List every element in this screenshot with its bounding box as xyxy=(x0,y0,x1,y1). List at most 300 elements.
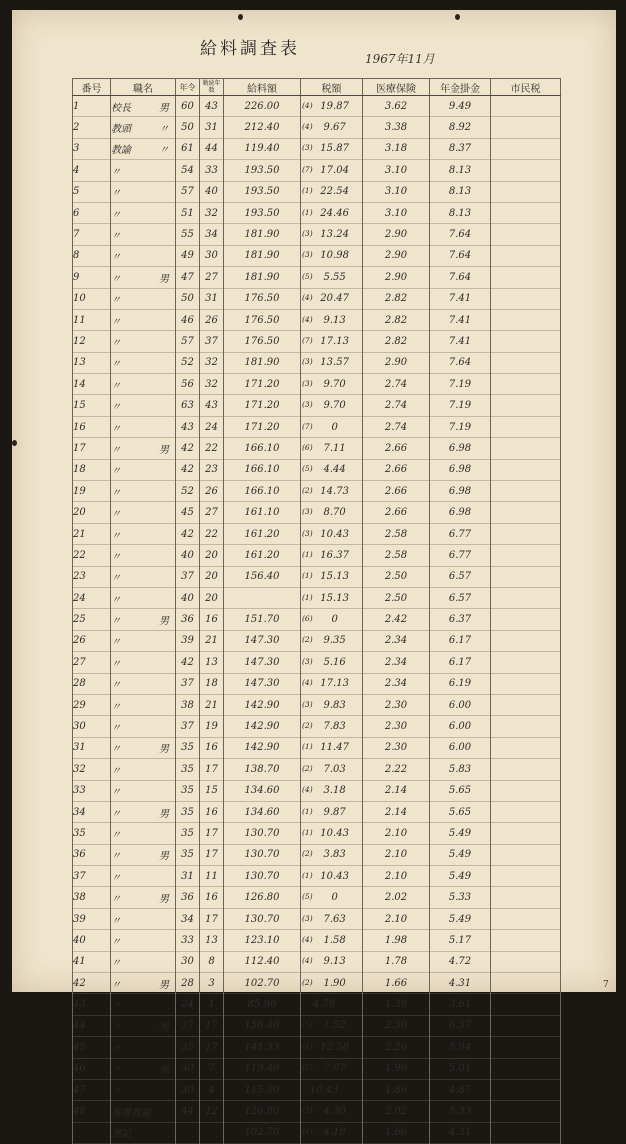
row-title xyxy=(111,801,176,822)
row-pension: 6.98 xyxy=(430,438,491,459)
row-medical: 2.14 xyxy=(363,780,430,801)
row-age: 55 xyxy=(176,224,200,245)
header-salary: 給料額 xyxy=(224,79,301,96)
row-salary: 166.10 xyxy=(224,481,301,502)
row-number: 18 xyxy=(73,459,111,480)
table-row xyxy=(73,288,561,309)
row-tax xyxy=(301,973,363,994)
table-row xyxy=(73,652,561,673)
row-title xyxy=(111,694,176,715)
table-row xyxy=(73,780,561,801)
row-pension: 6.98 xyxy=(430,502,491,523)
row-tax xyxy=(301,309,363,330)
row-pension: 7.64 xyxy=(430,245,491,266)
job-title: 〃 xyxy=(111,723,121,735)
row-number: 33 xyxy=(73,780,111,801)
row-tax xyxy=(301,609,363,630)
binder-hole xyxy=(455,14,460,20)
row-salary: 226.00 xyxy=(224,96,301,117)
row-tax xyxy=(301,587,363,608)
row-service: 30 xyxy=(200,245,224,266)
row-title xyxy=(111,844,176,865)
row-service: 34 xyxy=(200,224,224,245)
row-title xyxy=(111,117,176,138)
row-salary: 147.30 xyxy=(224,652,301,673)
row-medical: 2.66 xyxy=(363,438,430,459)
row-age: 40 xyxy=(176,545,200,566)
row-age: 37 xyxy=(176,673,200,694)
row-age: 47 xyxy=(176,267,200,288)
table-row xyxy=(73,801,561,822)
tax-grade: (1) xyxy=(302,1041,313,1051)
row-number: 2 xyxy=(73,117,111,138)
row-pension: 5.01 xyxy=(430,1058,491,1079)
header-age: 年令 xyxy=(176,79,200,96)
row-number: 20 xyxy=(73,502,111,523)
row-city-tax xyxy=(491,416,561,437)
tax-grade: (3) xyxy=(302,400,313,410)
row-pension: 6.57 xyxy=(430,1015,491,1036)
row-title xyxy=(111,481,176,502)
row-tax xyxy=(301,1015,363,1036)
row-salary: 193.50 xyxy=(224,181,301,202)
row-city-tax xyxy=(491,331,561,352)
row-salary: 130.70 xyxy=(224,844,301,865)
tax-amount: 14.73 xyxy=(320,485,349,497)
row-salary: 161.10 xyxy=(224,502,301,523)
row-tax xyxy=(301,545,363,566)
row-medical: 2.30 xyxy=(363,737,430,758)
row-age: 50 xyxy=(176,288,200,309)
row-salary: 102.70 xyxy=(224,1122,301,1143)
tax-amount: 7.03 xyxy=(323,763,346,775)
job-title: 〃 xyxy=(111,637,121,649)
job-title: 〃 xyxy=(111,808,121,820)
tax-amount: 16.37 xyxy=(320,549,349,561)
table-row xyxy=(73,630,561,651)
row-service: 3 xyxy=(200,973,224,994)
row-age xyxy=(176,1122,200,1143)
row-medical: 2.34 xyxy=(363,652,430,673)
row-salary: 138.70 xyxy=(224,759,301,780)
tax-amount: 19.87 xyxy=(320,100,349,112)
row-pension: 8.92 xyxy=(430,117,491,138)
tax-grade: (5) xyxy=(302,892,313,902)
row-tax xyxy=(301,994,363,1015)
row-medical: 2.02 xyxy=(363,1101,430,1122)
row-pension: 8.13 xyxy=(430,160,491,181)
row-service: 37 xyxy=(200,331,224,352)
tax-grade: (2) xyxy=(302,721,313,731)
row-pension: 7.41 xyxy=(430,309,491,330)
row-title xyxy=(111,1037,176,1058)
row-age: 57 xyxy=(176,331,200,352)
tax-amount: 12.58 xyxy=(320,1041,349,1053)
row-medical: 2.74 xyxy=(363,395,430,416)
row-title xyxy=(111,224,176,245)
row-tax xyxy=(301,1037,363,1058)
row-service: 8 xyxy=(200,951,224,972)
tax-amount: 9.13 xyxy=(323,314,346,326)
job-title: 〃 xyxy=(111,209,121,221)
row-age: 57 xyxy=(176,181,200,202)
tax-grade: (3) xyxy=(302,913,313,923)
tax-grade: (4) xyxy=(302,293,313,303)
row-service: 19 xyxy=(200,716,224,737)
tax-amount: 0 xyxy=(331,892,338,904)
row-age: 24 xyxy=(176,994,200,1015)
tax-amount: 1.90 xyxy=(323,977,346,989)
row-pension: 6.00 xyxy=(430,694,491,715)
row-number: 9 xyxy=(73,267,111,288)
row-title xyxy=(111,930,176,951)
row-salary: 176.50 xyxy=(224,331,301,352)
table-row xyxy=(73,609,561,630)
row-tax xyxy=(301,566,363,587)
row-number: 31 xyxy=(73,737,111,758)
row-medical: 2.10 xyxy=(363,844,430,865)
table-row xyxy=(73,395,561,416)
row-number: 26 xyxy=(73,630,111,651)
row-age: 33 xyxy=(176,930,200,951)
row-title xyxy=(111,138,176,159)
row-salary: 181.90 xyxy=(224,224,301,245)
row-age: 44 xyxy=(176,1101,200,1122)
row-service: 43 xyxy=(200,96,224,117)
row-salary: 142.90 xyxy=(224,716,301,737)
row-age: 37 xyxy=(176,716,200,737)
row-age: 37 xyxy=(176,566,200,587)
sex-mark: 男 xyxy=(159,1065,169,1077)
row-city-tax xyxy=(491,160,561,181)
sex-mark: 男 xyxy=(159,808,169,820)
row-service: 11 xyxy=(200,866,224,887)
row-medical: 2.10 xyxy=(363,908,430,929)
tax-grade: (2) xyxy=(302,1106,313,1116)
row-medical: 2.30 xyxy=(363,694,430,715)
row-number: 5 xyxy=(73,181,111,202)
job-title: 〃 xyxy=(111,936,121,948)
row-tax xyxy=(301,1079,363,1100)
row-medical: 3.18 xyxy=(363,138,430,159)
row-number: 19 xyxy=(73,481,111,502)
job-title: 〃 xyxy=(111,765,121,777)
sex-mark: 〃 xyxy=(159,124,169,136)
row-city-tax xyxy=(491,181,561,202)
row-age: 42 xyxy=(176,438,200,459)
tax-grade: (2) xyxy=(302,849,313,859)
row-tax xyxy=(301,331,363,352)
row-age: 36 xyxy=(176,609,200,630)
row-number: 17 xyxy=(73,438,111,459)
row-age: 52 xyxy=(176,352,200,373)
row-age: 35 xyxy=(176,844,200,865)
tax-grade: (4) xyxy=(302,678,313,688)
table-row xyxy=(73,973,561,994)
row-pension: 5.65 xyxy=(430,801,491,822)
row-age: 36 xyxy=(176,887,200,908)
row-number: 30 xyxy=(73,716,111,737)
row-city-tax xyxy=(491,1101,561,1122)
row-pension: 4.31 xyxy=(430,1122,491,1143)
row-number: 28 xyxy=(73,673,111,694)
row-number: 39 xyxy=(73,908,111,929)
job-title: 〃 xyxy=(111,231,121,243)
row-number: 12 xyxy=(73,331,111,352)
row-title xyxy=(111,973,176,994)
row-city-tax xyxy=(491,1058,561,1079)
row-city-tax xyxy=(491,823,561,844)
row-pension: 4.72 xyxy=(430,951,491,972)
row-service: 16 xyxy=(200,609,224,630)
row-pension: 3.61 xyxy=(430,994,491,1015)
tax-amount: 4.44 xyxy=(323,464,346,476)
job-title: 校長 xyxy=(111,102,131,114)
row-medical: 2.34 xyxy=(363,630,430,651)
row-number: 36 xyxy=(73,844,111,865)
row-city-tax xyxy=(491,694,561,715)
row-number: 8 xyxy=(73,245,111,266)
job-title: 〃 xyxy=(111,616,121,628)
row-pension: 4.87 xyxy=(430,1079,491,1100)
header-no: 番号 xyxy=(73,79,111,96)
tax-amount: 9.70 xyxy=(323,400,346,412)
row-service: 16 xyxy=(200,887,224,908)
table-row xyxy=(73,1122,561,1143)
table-row xyxy=(73,1058,561,1079)
row-city-tax xyxy=(491,780,561,801)
tax-grade: (4) xyxy=(302,314,313,324)
tax-amount: 0 xyxy=(331,421,338,433)
row-salary: 147.30 xyxy=(224,673,301,694)
row-city-tax xyxy=(491,138,561,159)
row-city-tax xyxy=(491,973,561,994)
row-number: 43 xyxy=(73,994,111,1015)
row-number: 23 xyxy=(73,566,111,587)
row-number: 16 xyxy=(73,416,111,437)
tax-grade: (4) xyxy=(302,122,313,132)
tax-grade: (3) xyxy=(302,250,313,260)
row-medical: 2.90 xyxy=(363,245,430,266)
job-title: 〃 xyxy=(111,1086,121,1098)
row-title xyxy=(111,202,176,223)
row-age: 61 xyxy=(176,138,200,159)
job-title: 〃 xyxy=(111,1001,121,1013)
row-title xyxy=(111,288,176,309)
row-title xyxy=(111,309,176,330)
row-city-tax xyxy=(491,224,561,245)
row-tax xyxy=(301,96,363,117)
row-service: 1 xyxy=(200,994,224,1015)
row-service: 15 xyxy=(200,780,224,801)
table-row xyxy=(73,117,561,138)
row-number: 47 xyxy=(73,1079,111,1100)
row-tax xyxy=(301,694,363,715)
table-row xyxy=(73,737,561,758)
row-service: 7 xyxy=(200,1058,224,1079)
row-city-tax xyxy=(491,994,561,1015)
tax-amount: 17.13 xyxy=(320,678,349,690)
job-title: 〃 xyxy=(111,1065,121,1077)
tax-grade: (1) xyxy=(302,806,313,816)
row-tax xyxy=(301,160,363,181)
table-row xyxy=(73,138,561,159)
row-tax xyxy=(301,138,363,159)
row-age: 52 xyxy=(176,481,200,502)
table-row xyxy=(73,866,561,887)
row-pension: 7.64 xyxy=(430,224,491,245)
job-title: 〃 xyxy=(111,487,121,499)
row-title xyxy=(111,245,176,266)
row-tax xyxy=(301,1058,363,1079)
table-row xyxy=(73,930,561,951)
row-pension: 7.64 xyxy=(430,267,491,288)
tax-amount: 7.07 xyxy=(323,1063,346,1075)
row-salary: 176.50 xyxy=(224,309,301,330)
row-tax xyxy=(301,117,363,138)
job-title: 〃 xyxy=(111,573,121,585)
row-salary: 141.33 xyxy=(224,1037,301,1058)
row-medical: 2.22 xyxy=(363,759,430,780)
tax-grade: (5) xyxy=(302,464,313,474)
tax-amount: 8.70 xyxy=(323,507,346,519)
tax-grade: (3) xyxy=(302,357,313,367)
row-salary: 161.20 xyxy=(224,523,301,544)
row-medical: 3.62 xyxy=(363,96,430,117)
row-salary: 102.70 xyxy=(224,973,301,994)
job-title: 〃 xyxy=(111,787,121,799)
table-row xyxy=(73,823,561,844)
row-city-tax xyxy=(491,202,561,223)
row-salary: 176.50 xyxy=(224,288,301,309)
row-city-tax xyxy=(491,96,561,117)
table-row xyxy=(73,459,561,480)
row-medical: 1.98 xyxy=(363,930,430,951)
row-tax xyxy=(301,630,363,651)
table-row xyxy=(73,908,561,929)
tax-amount: 3.83 xyxy=(323,849,346,861)
tax-grade: (1) xyxy=(302,742,313,752)
job-title: 書記 xyxy=(111,1129,131,1141)
row-service: 33 xyxy=(200,160,224,181)
row-salary: 171.20 xyxy=(224,395,301,416)
row-medical: 2.74 xyxy=(363,374,430,395)
row-medical: 2.58 xyxy=(363,523,430,544)
row-number: 14 xyxy=(73,374,111,395)
row-title xyxy=(111,866,176,887)
row-city-tax xyxy=(491,587,561,608)
table-row xyxy=(73,481,561,502)
row-pension: 7.41 xyxy=(430,288,491,309)
job-title: 〃 xyxy=(111,166,121,178)
tax-amount: 10.43 xyxy=(320,528,349,540)
sex-mark: 男 xyxy=(159,979,169,991)
row-medical: 2.90 xyxy=(363,352,430,373)
row-age: 42 xyxy=(176,459,200,480)
row-title xyxy=(111,395,176,416)
row-city-tax xyxy=(491,1122,561,1143)
row-city-tax xyxy=(491,759,561,780)
tax-amount: 15.13 xyxy=(320,592,349,604)
tax-grade: (3) xyxy=(302,528,313,538)
header-tax: 税額 xyxy=(301,79,363,96)
row-salary: 156.40 xyxy=(224,1015,301,1036)
tax-grade: (7) xyxy=(302,335,313,345)
row-medical: 2.66 xyxy=(363,459,430,480)
tax-amount: 5.16 xyxy=(323,656,346,668)
job-title: 〃 xyxy=(111,423,121,435)
row-city-tax xyxy=(491,459,561,480)
row-city-tax xyxy=(491,395,561,416)
tax-amount: 22.54 xyxy=(320,186,349,198)
row-medical: 2.50 xyxy=(363,587,430,608)
row-city-tax xyxy=(491,887,561,908)
row-tax xyxy=(301,652,363,673)
row-pension: 8.13 xyxy=(430,181,491,202)
row-age: 31 xyxy=(176,866,200,887)
tax-amount: 15.13 xyxy=(320,571,349,583)
row-service: 4 xyxy=(200,1079,224,1100)
table-row xyxy=(73,438,561,459)
row-tax xyxy=(301,481,363,502)
row-pension: 6.17 xyxy=(430,630,491,651)
row-salary: 166.10 xyxy=(224,438,301,459)
row-number: 10 xyxy=(73,288,111,309)
row-pension: 6.57 xyxy=(430,587,491,608)
sex-mark: 男 xyxy=(159,851,169,863)
row-title xyxy=(111,181,176,202)
table-header-row xyxy=(73,79,561,96)
table-row xyxy=(73,1101,561,1122)
table-row xyxy=(73,759,561,780)
row-service: 21 xyxy=(200,694,224,715)
job-title: 〃 xyxy=(111,594,121,606)
row-city-tax xyxy=(491,908,561,929)
row-title xyxy=(111,1058,176,1079)
row-pension: 5.65 xyxy=(430,780,491,801)
job-title: 〃 xyxy=(111,316,121,328)
tax-grade: (3) xyxy=(302,378,313,388)
row-pension: 5.49 xyxy=(430,844,491,865)
row-title xyxy=(111,887,176,908)
row-tax xyxy=(301,245,363,266)
tax-amount: 15.87 xyxy=(320,143,349,155)
tax-grade: (2) xyxy=(302,1063,313,1073)
row-salary: 119.40 xyxy=(224,138,301,159)
row-city-tax xyxy=(491,866,561,887)
row-tax xyxy=(301,1122,363,1143)
row-salary: 112.40 xyxy=(224,951,301,972)
job-title: 養護教諭 xyxy=(111,1108,151,1120)
row-number: 11 xyxy=(73,309,111,330)
tax-grade: (1) xyxy=(302,207,313,217)
row-service: 17 xyxy=(200,1015,224,1036)
job-title: 〃 xyxy=(111,1022,121,1034)
row-city-tax xyxy=(491,951,561,972)
row-pension: 6.98 xyxy=(430,459,491,480)
row-tax xyxy=(301,267,363,288)
table-row xyxy=(73,844,561,865)
row-number: 4 xyxy=(73,160,111,181)
row-pension: 7.41 xyxy=(430,331,491,352)
job-title: 〃 xyxy=(111,551,121,563)
tax-amount: 4.18 xyxy=(323,1127,346,1139)
sex-mark: 〃 xyxy=(159,145,169,157)
row-salary: 130.70 xyxy=(224,908,301,929)
tax-amount: 17.04 xyxy=(320,164,349,176)
row-pension: 5.17 xyxy=(430,930,491,951)
tax-amount: 9.70 xyxy=(323,378,346,390)
